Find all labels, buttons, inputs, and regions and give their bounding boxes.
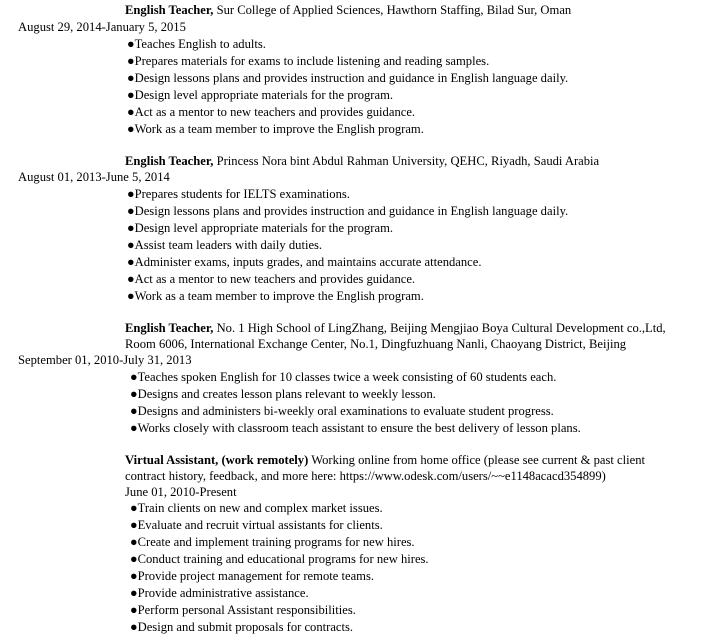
employer: Sur College of Applied Sciences, Hawthorn Staffing, Bilad Sur, Oman bbox=[216, 3, 572, 17]
bullet-item: ●Teaches spoken English for 10 classes twice a week consisting of 60 students each. bbox=[130, 370, 557, 384]
employer: Working online from home office (please see current & past client bbox=[311, 453, 645, 467]
job-dates: June 01, 2010-Present bbox=[125, 485, 237, 499]
job-heading bbox=[125, 2, 571, 19]
job-title: English Teacher, bbox=[125, 3, 214, 17]
employer-continued: contract history, feedback, and more here: https://www.odesk.com/users/~~e1148acacd354899) bbox=[125, 469, 606, 483]
bullet-item: ●Administer exams, inputs grades, and maintains accurate attendance. bbox=[127, 255, 482, 269]
bullet-item: ●Work as a team member to improve the English program. bbox=[127, 122, 424, 136]
bullet-item: ●Provide administrative assistance. bbox=[130, 586, 309, 600]
bullet-item: ●Design and submit proposals for contracts. bbox=[130, 620, 354, 634]
bullet-item: ●Design level appropriate materials for the program. bbox=[127, 88, 394, 102]
job-dates: August 29, 2014-January 5, 2015 bbox=[18, 20, 186, 34]
bullet-item: ●Design lessons plans and provides instruction and guidance in English language daily. bbox=[127, 204, 569, 218]
employer-continued: Room 6006, International Exchange Center, No.1, Dingfuzhuang Nanli, Chaoyang District, Beijing bbox=[125, 337, 627, 351]
bullet-item: ●Designs and administers bi-weekly oral examinations to evaluate student progress. bbox=[130, 404, 554, 418]
bullet-item: ●Designs and creates lesson plans relevant to weekly lesson. bbox=[130, 387, 436, 401]
bullet-item: ●Train clients on new and complex market issues. bbox=[130, 501, 383, 515]
employer: Princess Nora bint Abdul Rahman University, QEHC, Riyadh, Saudi Arabia bbox=[216, 154, 600, 168]
bullet-item: ●Create and implement training programs for new hires. bbox=[130, 535, 415, 549]
bullet-item: ●Works closely with classroom teach assistant to ensure the best delivery of lesson plans. bbox=[130, 421, 581, 435]
bullet-item: ●Design level appropriate materials for the program. bbox=[127, 221, 394, 235]
bullet-item: ●Provide project management for remote teams. bbox=[130, 569, 375, 583]
bullet-item: ●Evaluate and recruit virtual assistants for clients. bbox=[130, 518, 383, 532]
bullet-item: ●Perform personal Assistant responsibilities. bbox=[130, 603, 356, 617]
bullet-item: ●Prepares students for IELTS examinations. bbox=[127, 187, 350, 201]
bullet-item: ●Act as a mentor to new teachers and provides guidance. bbox=[127, 272, 416, 286]
bullet-item: ●Assist team leaders with daily duties. bbox=[127, 238, 323, 252]
bullet-item: ●Teaches English to adults. bbox=[127, 37, 266, 51]
bullet-item: ●Prepares materials for exams to include listening and reading samples. bbox=[127, 54, 490, 68]
bullet-item: ●Act as a mentor to new teachers and provides guidance. bbox=[127, 105, 416, 119]
employer: No. 1 High School of LingZhang, Beijing Mengjiao Boya Cultural Development co.,Ltd, bbox=[216, 321, 666, 335]
job-dates: September 01, 2010-July 31, 2013 bbox=[18, 353, 192, 367]
bullet-item: ●Conduct training and educational programs for new hires. bbox=[130, 552, 429, 566]
job-title: English Teacher, bbox=[125, 154, 214, 168]
bullet-item: ●Design lessons plans and provides instruction and guidance in English language daily. bbox=[127, 71, 569, 85]
bullet-item: ●Work as a team member to improve the English program. bbox=[127, 289, 424, 303]
job-dates: August 01, 2013-June 5, 2014 bbox=[18, 170, 170, 184]
job-title: Virtual Assistant, (work remotely) bbox=[125, 453, 309, 467]
job-heading bbox=[125, 320, 666, 337]
job-heading bbox=[125, 153, 599, 170]
job-title: English Teacher, bbox=[125, 321, 214, 335]
job-heading bbox=[125, 452, 645, 469]
